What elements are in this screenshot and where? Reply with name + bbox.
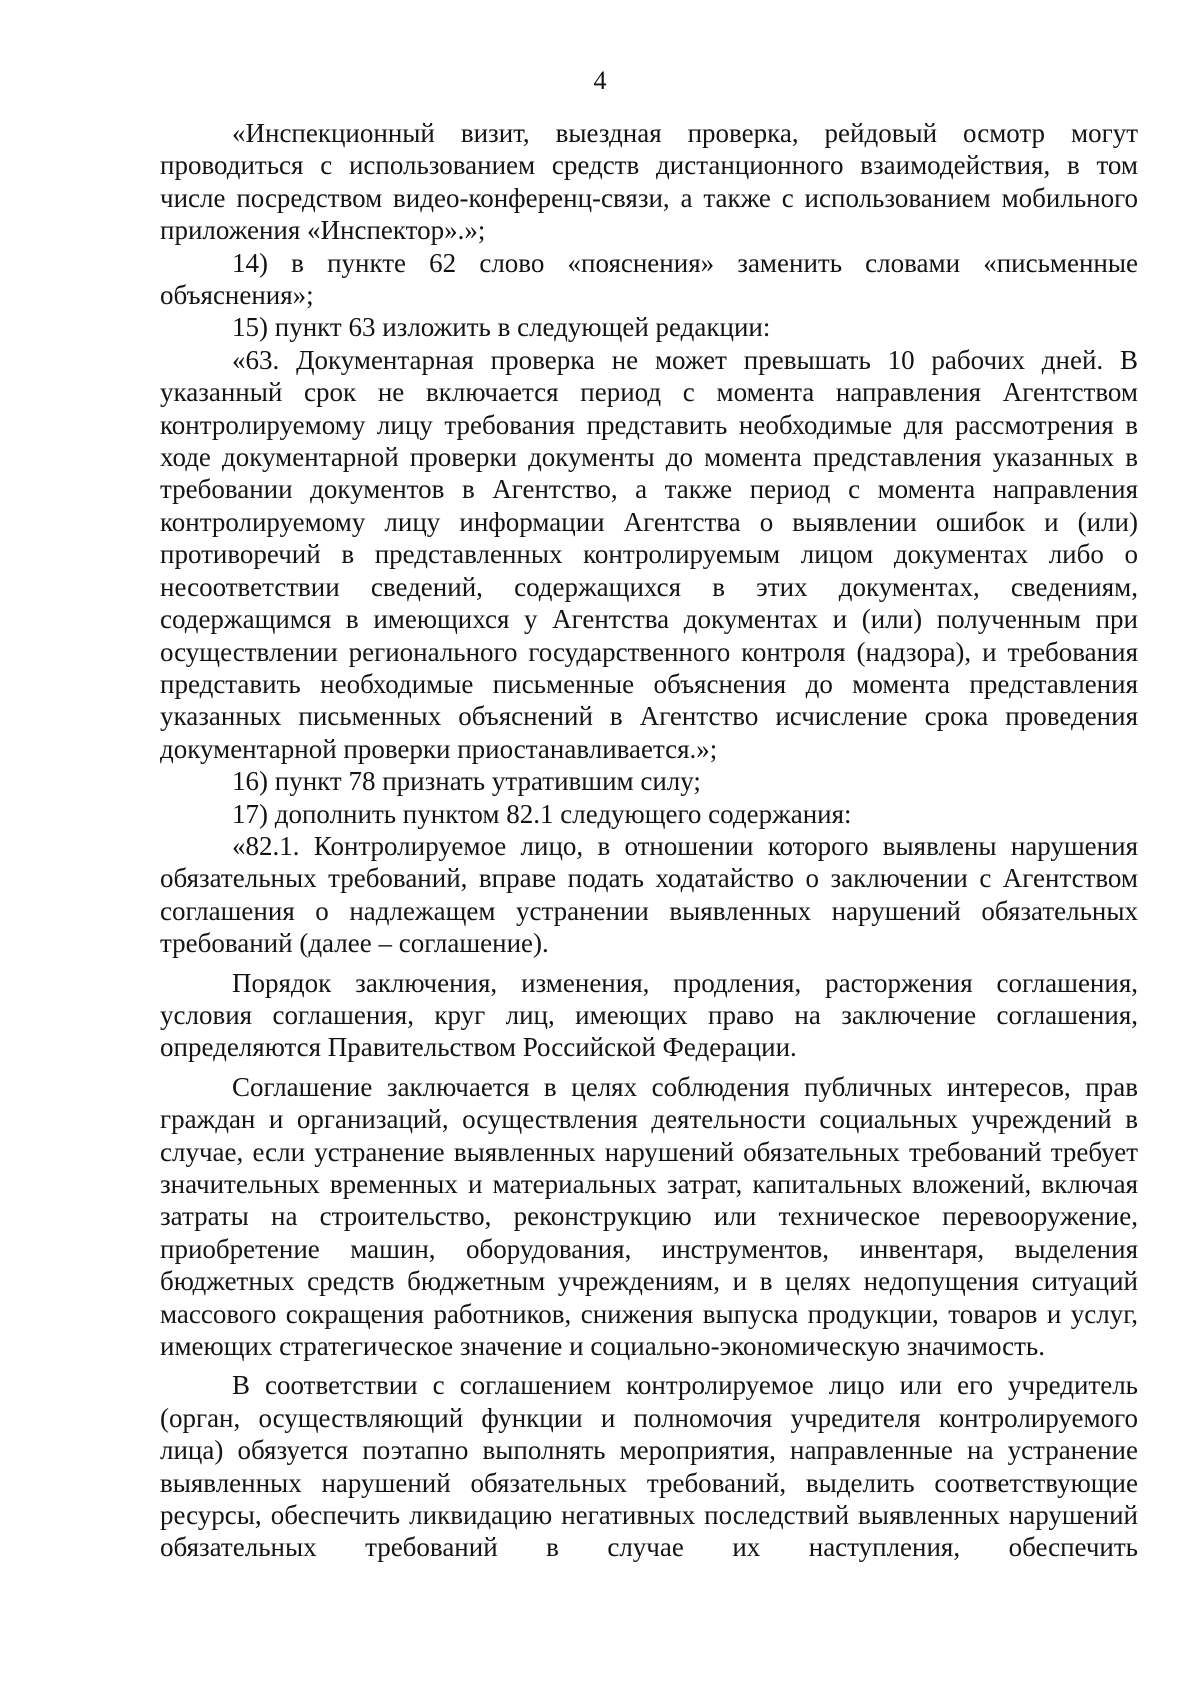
paragraph-inspection-methods: «Инспекционный визит, выездная проверка, рейдовый осмотр могут проводиться с использованием средств дистанционного взаимодействия, в том числе посредством видео-конференц-связи, а также с использованием мобильного приложения «Инспектор».»; [160, 118, 1138, 246]
paragraph-agreement-procedure: Порядок заключения, изменения, продления, расторжения соглашения, условия соглашения, круг лиц, имеющих право на заключение соглашения, определяются Правительством Российской Федерации. [160, 967, 1138, 1063]
paragraph-item-16: 16) пункт 78 признать утратившим силу; [232, 766, 701, 797]
paragraph-item-14: 14) в пункте 62 слово «пояснения» заменить словами «письменные объяснения»; [160, 247, 1138, 311]
paragraph-point-82-1: «82.1. Контролируемое лицо, в отношении которого выявлены нарушения обязательных требований, вправе подать ходатайство о заключении с Агентством соглашения о надлежащем устранении выявленных нарушений обязательных требований (далее – соглашение). [160, 830, 1138, 959]
paragraph-point-63: «63. Документарная проверка не может превышать 10 рабочих дней. В указанный срок не включается период с момента направления Агентством контролируемому лицу требования представить необходимые для рассмотрения в ходе документарной проверки документы до момента представления указанных в требовании документов в Агентство, а также период с момента направления контролируемому лицу информации Агентства о выявлении ошибок и (или) противоречий в представленных контролируемым лицом документах либо о несоответствии сведений, содержащихся в этих документах, сведениям, содержащимся в имеющихся у Агентства документах и (или) полученным при осуществлении регионального государственного контроля (надзора), и требования представить необходимые письменные объяснения до момента представления указанных письменных объяснений в Агентство исчисление срока проведения документарной проверки приостанавливается.»; [160, 344, 1138, 764]
paragraph-item-17: 17) дополнить пунктом 82.1 следующего содержания: [232, 798, 852, 829]
paragraph-item-15: 15) пункт 63 изложить в следующей редакции: [232, 312, 771, 343]
paragraph-agreement-purpose: Соглашение заключается в целях соблюдения публичных интересов, прав граждан и организаций, осуществления деятельности социальных учреждений в случае, если устранение выявленных нарушений обязательных требований требует значительных временных и материальных затрат, капитальных вложений, включая затраты на строительство, реконструкцию или техническое перевооружение, приобретение машин, оборудования, инструментов, инвентаря, выделения бюджетных средств бюджетным учреждениям, и в целях недопущения ситуаций массового сокращения работников, снижения выпуска продукции, товаров и услуг, имеющих стратегическое значение и социально-экономическую значимость. [160, 1071, 1138, 1362]
page-number: 4 [593, 66, 607, 95]
paragraph-agreement-obligations: В соответствии с соглашением контролируемое лицо или его учредитель (орган, осуществляющий функции и полномочия учредителя контролируемого лица) обязуется поэтапно выполнять мероприятия, направленные на устранение выявленных нарушений обязательных требований, выделить соответствующие ресурсы, обеспечить ликвидацию негативных последствий выявленных нарушений обязательных требований в случае их наступления, обеспечить [160, 1370, 1138, 1563]
document-body [160, 117, 1138, 1564]
